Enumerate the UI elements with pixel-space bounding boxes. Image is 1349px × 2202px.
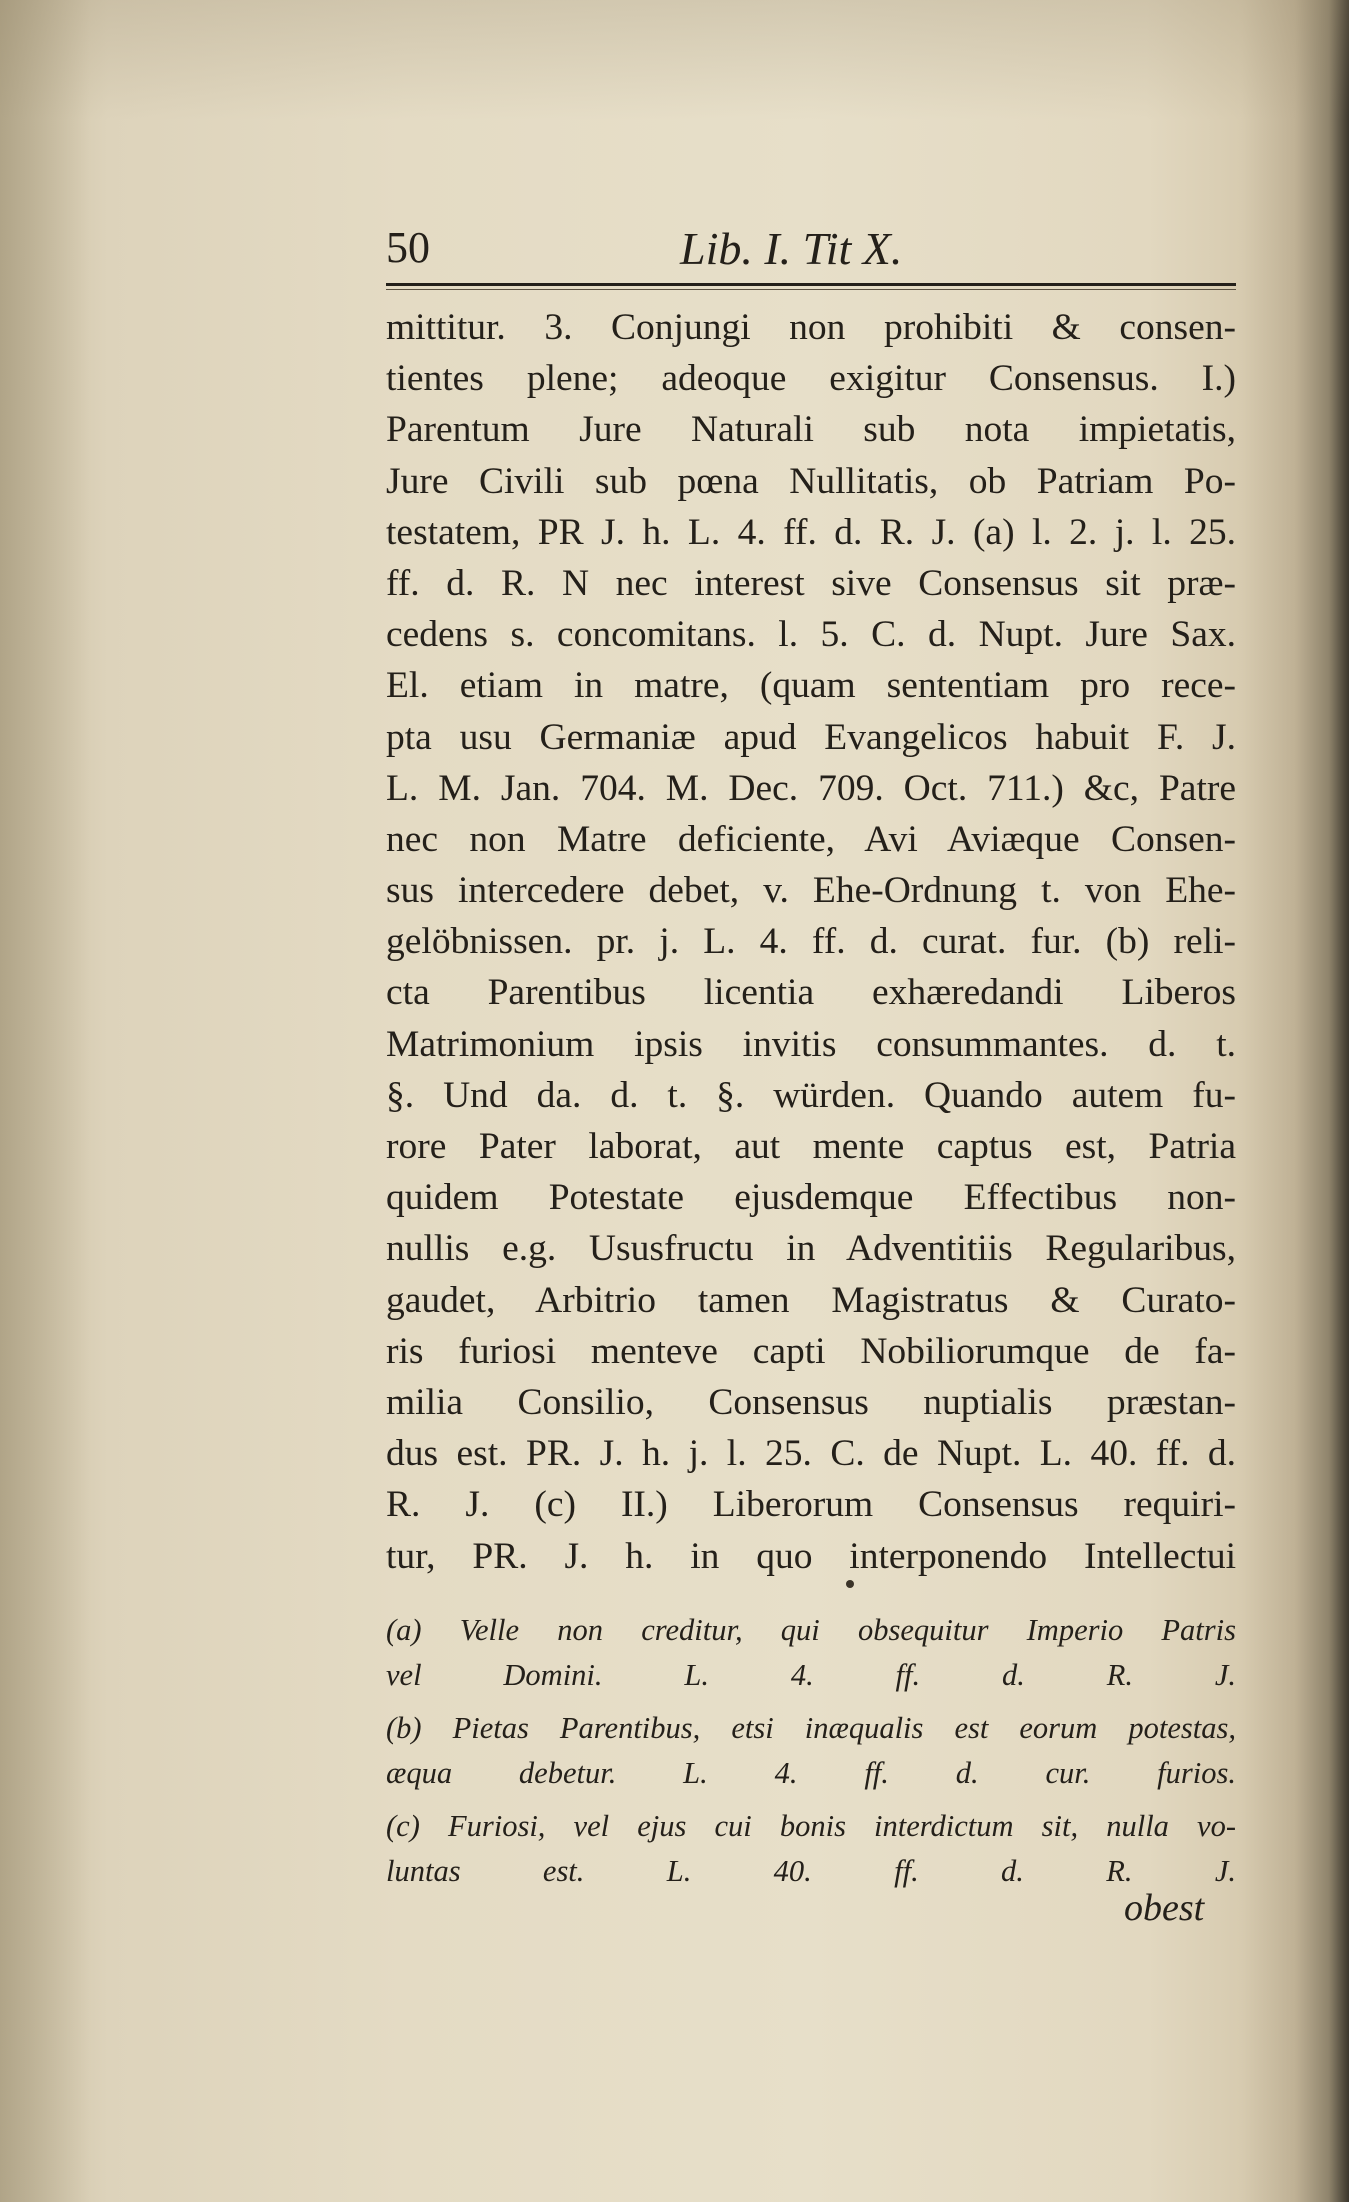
footnote-line: (a) Velle non creditur, qui obsequitur Imperio Patris	[386, 1613, 1236, 1647]
body-line: Parentum Jure Naturali sub nota impietatis,	[386, 409, 1236, 451]
footnote-line: (c) Furiosi, vel ejus cui bonis interdictum sit, nulla vo-	[386, 1809, 1236, 1843]
page-number: 50	[386, 223, 430, 272]
body-line: tur, PR. J. h. in quo interponendo Intellectui	[386, 1535, 1236, 1577]
body-line: §. Und da. d. t. §. würden. Quando autem fu-	[386, 1074, 1236, 1116]
body-line: testatem, PR J. h. L. 4. ff. d. R. J. (a) l. 2. j. l. 25.	[386, 511, 1236, 553]
header-rule	[386, 283, 1236, 286]
footnote-line: luntas est. L. 40. ff. d. R. J.	[386, 1854, 1236, 1888]
ink-dot	[846, 1580, 854, 1588]
body-line: nec non Matre deficiente, Avi Aviæque Consen-	[386, 818, 1236, 860]
running-title: Lib. I. Tit X.	[680, 223, 903, 274]
body-line: quidem Potestate ejusdemque Effectibus non-	[386, 1177, 1236, 1219]
body-line: dus est. PR. J. h. j. l. 25. C. de Nupt. L. 40. ff. d.	[386, 1433, 1236, 1475]
body-line: gelöbnissen. pr. j. L. 4. ff. d. curat. fur. (b) reli-	[386, 921, 1236, 963]
body-line: Matrimonium ipsis invitis consummantes. d. t.	[386, 1023, 1236, 1065]
body-line: El. etiam in matre, (quam sententiam pro rece-	[386, 665, 1236, 707]
body-line: Jure Civili sub pœna Nullitatis, ob Patriam Po-	[386, 460, 1236, 502]
page-shadow-left	[0, 0, 90, 2202]
body-line: cedens s. concomitans. l. 5. C. d. Nupt. Jure Sax.	[386, 614, 1236, 656]
footnote-line: vel Domini. L. 4. ff. d. R. J.	[386, 1658, 1236, 1692]
body-line: cta Parentibus licentia exhæredandi Liberos	[386, 972, 1236, 1014]
body-line: ris furiosi menteve capti Nobiliorumque de fa-	[386, 1330, 1236, 1372]
body-line: sus intercedere debet, v. Ehe-Ordnung t. von Ehe-	[386, 870, 1236, 912]
body-line: pta usu Germaniæ apud Evangelicos habuit F. J.	[386, 716, 1236, 758]
body-line: L. M. Jan. 704. M. Dec. 709. Oct. 711.) &c, Patre	[386, 767, 1236, 809]
body-line: rore Pater laborat, aut mente captus est, Patria	[386, 1126, 1236, 1167]
footnotes	[386, 1608, 1236, 1894]
body-line: milia Consilio, Consensus nuptialis præstan-	[386, 1381, 1236, 1423]
footnote-line: (b) Pietas Parentibus, etsi inæqualis est eorum potestas,	[386, 1711, 1236, 1745]
page-shadow-top	[0, 0, 1349, 120]
running-head	[386, 222, 1236, 282]
header-rule-thin	[386, 289, 1236, 290]
body-line: tientes plene; adeoque exigitur Consensus. I.)	[386, 358, 1236, 400]
body-line: mittitur. 3. Conjungi non prohibiti & consen-	[386, 307, 1236, 348]
body-line: R. J. (c) II.) Liberorum Consensus requiri-	[386, 1484, 1236, 1526]
body-line: nullis e.g. Ususfructu in Adventitiis Regularibus,	[386, 1228, 1236, 1270]
body-line: ff. d. R. N nec interest sive Consensus sit præ-	[386, 562, 1236, 604]
body-text	[386, 302, 1236, 1582]
catchword: obest	[1124, 1887, 1205, 1929]
body-line: gaudet, Arbitrio tamen Magistratus & Curato-	[386, 1279, 1236, 1321]
footnote-line: æqua debetur. L. 4. ff. d. cur. furios.	[386, 1756, 1236, 1790]
